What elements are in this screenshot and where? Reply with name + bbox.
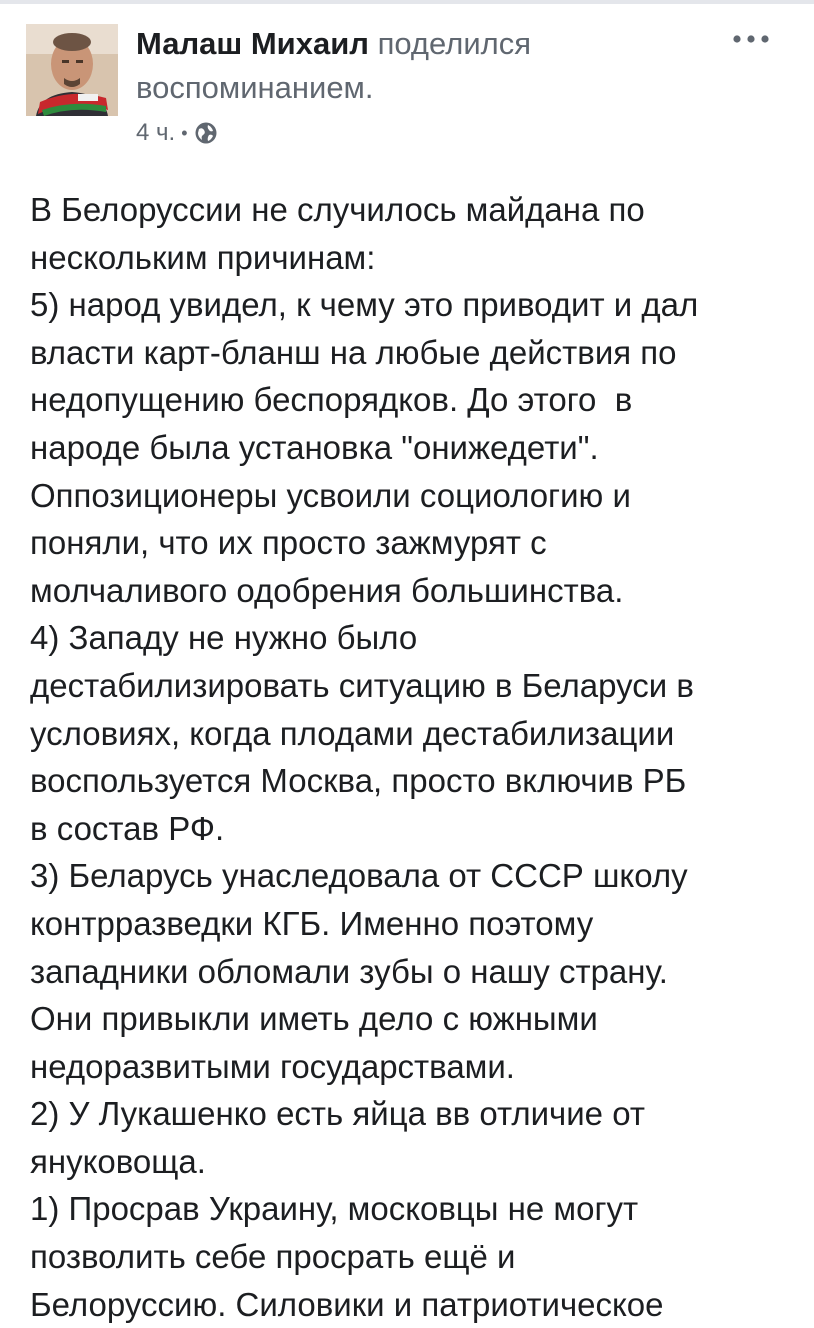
author-name[interactable]: Малаш Михаил [136,26,369,61]
post-body-line: 2) У Лукашенко есть яйца вв отличие от [30,1095,645,1133]
post-body-line: Они привыкли иметь дело с южными [30,1000,598,1038]
post-body-line: недопущению беспорядков. До этого в [30,381,633,419]
post-body-line: дестабилизировать ситуацию в Беларуси в [30,666,694,704]
post-body-line: воспользуется Москва, просто включив РБ [30,762,687,800]
top-divider [0,0,814,4]
post-body-line: контрразведки КГБ. Именно поэтому [30,904,594,942]
post-body-line: 1) Просрав Украину, московцы не могут [30,1190,639,1228]
post-body-line: западники обломали зубы о нашу страну. [30,952,668,990]
post-body-line: позволить себе просрать ещё и [30,1238,516,1276]
post-body-line: молчаливого одобрения большинства. [30,571,624,609]
avatar[interactable] [26,24,118,116]
post-body-line: нескольким причинам: [30,238,376,276]
post-body-line: власти карт-бланш на любые действия по [30,333,677,371]
post-body-line: Оппозиционеры усвоили социологию и [30,476,631,514]
post-body-line: в состав РФ. [30,809,225,847]
post-body-line: условиях, когда плодами дестабилизации [30,714,675,752]
post-body-line: В Белоруссии не случилось майдана по [30,191,645,228]
meta-separator: • [181,122,188,143]
post-body-line: 5) народ увидел, к чему это приводит и дал [30,286,699,324]
more-options-button[interactable] [726,24,776,54]
post-action-text: поделился воспоминанием. [136,26,532,105]
post-body-line: януковоща. [30,1142,206,1180]
post-body-line: 3) Беларусь унаследовала от СССР школу [30,857,688,895]
post-header [136,22,696,110]
post-body-line: народе была установка "онижедети". [30,428,599,466]
post-body-line: Белоруссию. Силовики и патриотическое [30,1285,664,1323]
post-timestamp[interactable]: 4 ч. [136,119,176,146]
post-body-line: недоразвитыми государствами. [30,1047,515,1085]
post-body-line: поняли, что их просто зажмурят с [30,524,547,562]
globe-icon[interactable] [194,121,218,145]
post-body-line: 4) Западу не нужно было [30,619,418,657]
post-body-text [30,186,800,1328]
more-dots-icon [731,34,771,44]
post-meta [136,116,218,150]
